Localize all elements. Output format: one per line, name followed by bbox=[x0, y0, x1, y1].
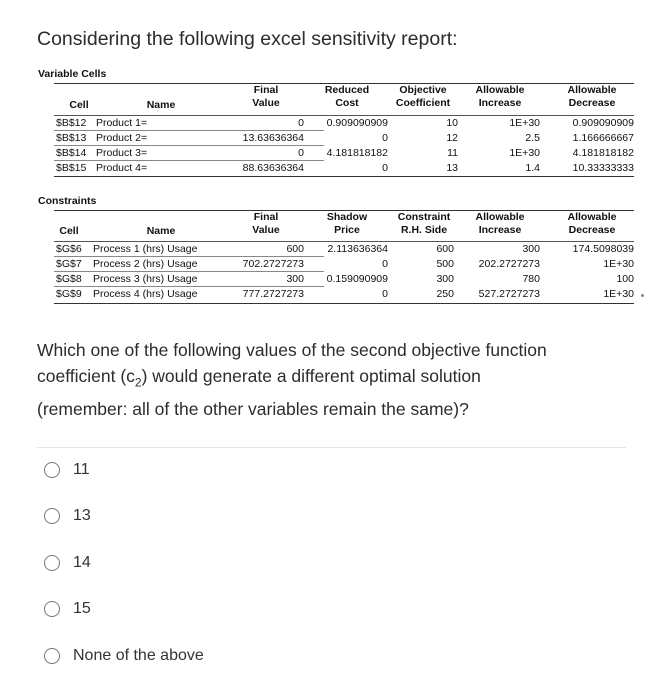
stray-dot bbox=[641, 294, 644, 297]
question-text: Which one of the following values of the second objective function coefficient $(c_2)$ would generate a different optimal solution (remember: all of the other variables remain the same)? bbox=[37, 340, 547, 419]
constraints-heading: Constraints bbox=[38, 195, 97, 207]
option-11[interactable]: 11 bbox=[44, 458, 90, 482]
con-header-final: Final Value bbox=[252, 211, 280, 236]
var-header-cell: Cell bbox=[69, 99, 89, 111]
var-header-objective: Objective Coefficient bbox=[395, 84, 451, 109]
radio-circle-icon[interactable] bbox=[44, 508, 60, 524]
question-title: Considering the following excel sensitivity report: bbox=[37, 28, 458, 50]
var-header-name: Name bbox=[146, 99, 176, 111]
con-header-rhs: Constraint R.H. Side bbox=[397, 211, 451, 236]
option-none[interactable]: None of the above bbox=[44, 644, 204, 668]
options-divider bbox=[37, 447, 626, 448]
con-header-shadow: Shadow Price bbox=[326, 211, 368, 236]
sensitivity-report-image: Variable Cells Final Value Reduced Cost Objective Coefficient Allowable Increase Allowable Decrease Cell Name $B$12 Product 1= 0 0.909090909 10 1E+30 0.909090909 $B$13 Product 2= 13.63636364 0 12 2.5 1.166666667 $B$14 Product 3= 0 4.181818182 11 1E+30 4.181818182 $B$15 Product 4= 88.63636364 0 13 1.4 10.33333333 Constraints Final Value Shadow Price Constraint R.H. Side Allowable Increase Allowable Decrease Cell Name $G$6 Process 1 (hrs) Usage 600 2.113636364 600 300 174.5098039 $G$7 Process 2 (hrs) Usage 702.2727273 0 500 202.2727273 1E+30 $G$8 Process 3 (hrs) Usage 300 0.159090909 300 780 100 $G$9 Process 4 (hrs) Usage 777.2727273 0 250 527.2727273 1E+30 bbox=[36, 66, 634, 316]
con-header-dec: Allowable Decrease bbox=[567, 211, 617, 236]
con-header-cell: Cell bbox=[59, 225, 79, 237]
constraints-bottom-rule bbox=[54, 303, 634, 304]
radio-circle-icon[interactable] bbox=[44, 601, 60, 617]
option-15[interactable]: 15 bbox=[44, 597, 91, 621]
var-header-final: Final Value bbox=[252, 84, 280, 109]
radio-circle-icon[interactable] bbox=[44, 648, 60, 664]
con-header-inc: Allowable Increase bbox=[475, 211, 525, 236]
var-header-inc: Allowable Increase bbox=[475, 84, 525, 109]
var-header-dec: Allowable Decrease bbox=[567, 84, 617, 109]
variable-cells-heading: Variable Cells bbox=[38, 68, 107, 80]
radio-circle-icon[interactable] bbox=[44, 462, 60, 478]
option-13[interactable]: 13 bbox=[44, 504, 91, 528]
option-14[interactable]: 14 bbox=[44, 551, 91, 575]
variable-bottom-rule bbox=[54, 176, 634, 177]
radio-circle-icon[interactable] bbox=[44, 555, 60, 571]
con-header-name: Name bbox=[146, 225, 176, 237]
var-header-reduced: Reduced Cost bbox=[324, 84, 370, 109]
